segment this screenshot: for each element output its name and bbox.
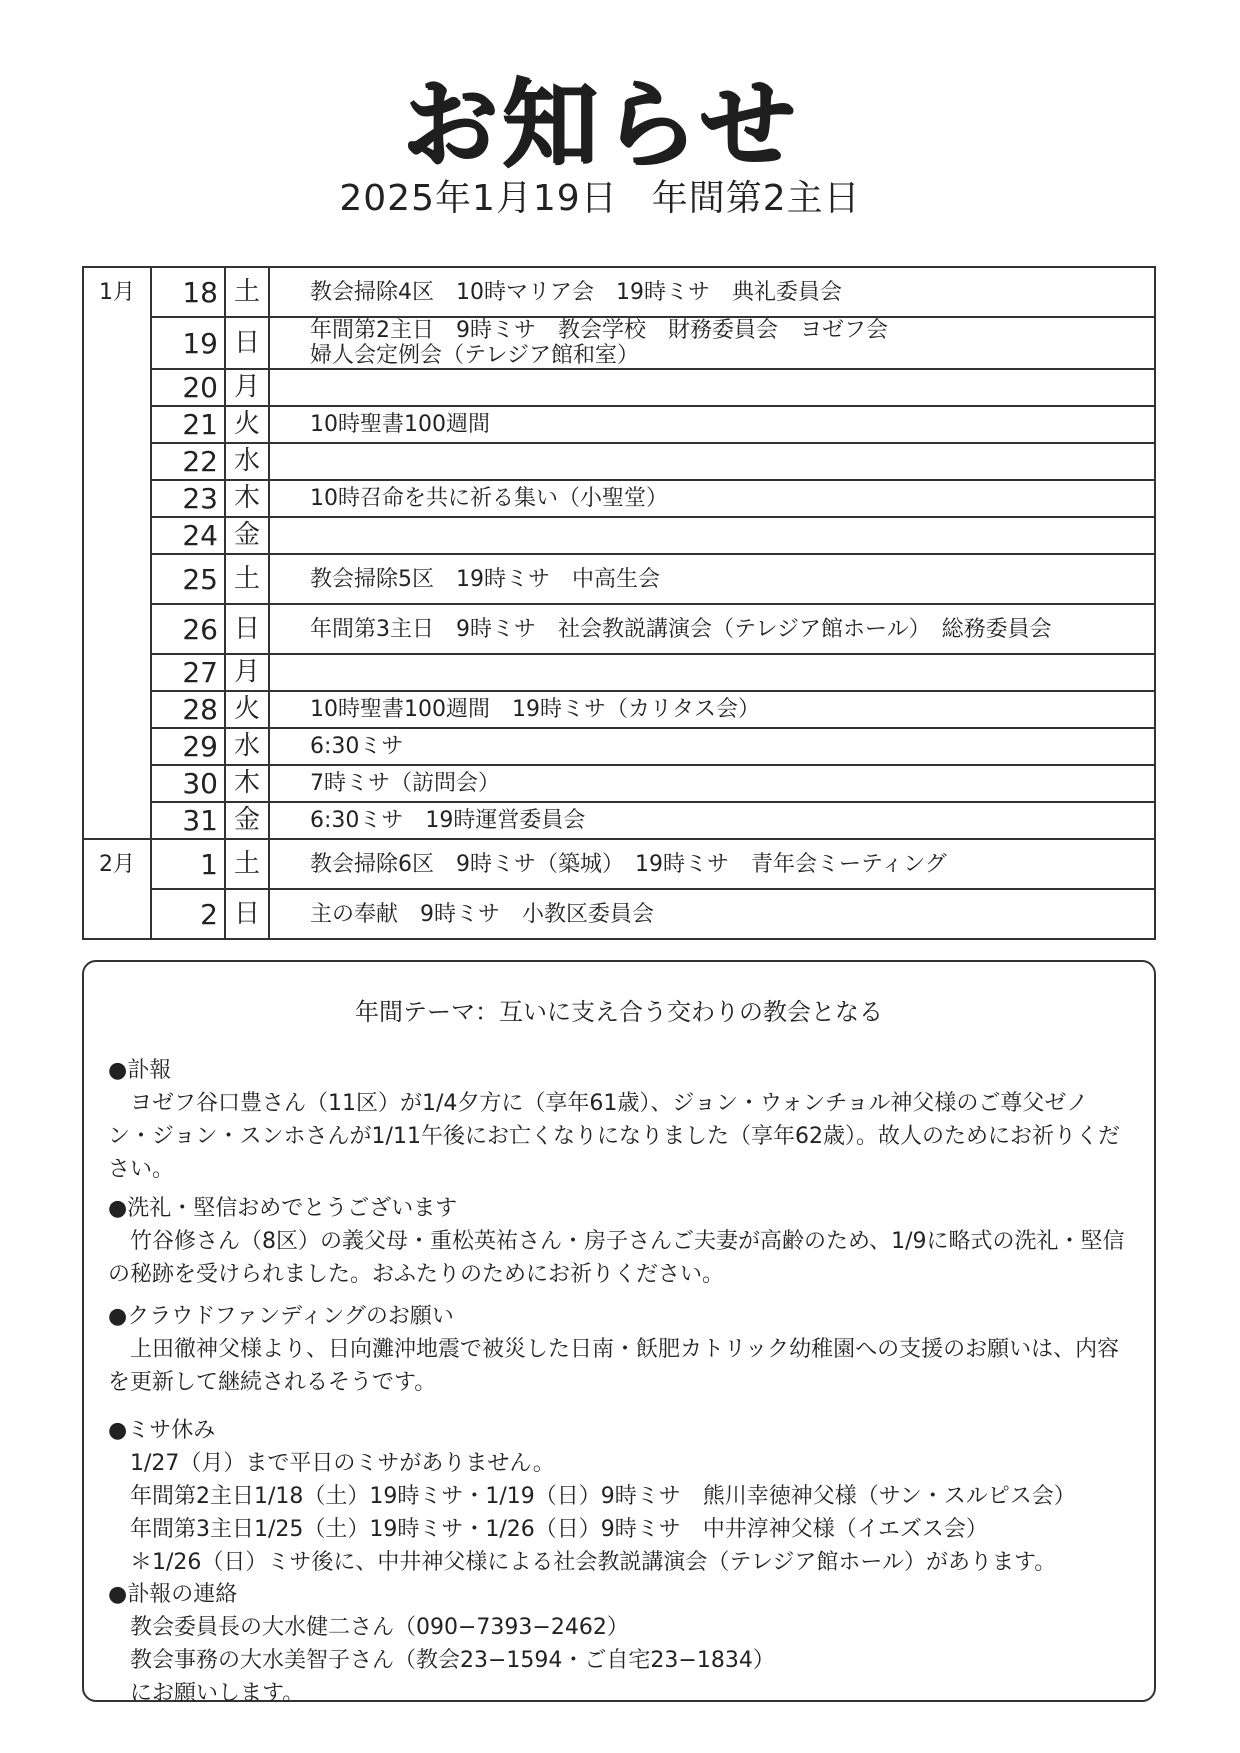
section-heading: ●クラウドファンディングのお願い <box>108 1304 454 1329</box>
month-cell <box>83 317 151 369</box>
day-number: 18 <box>151 267 225 317</box>
calendar-row <box>83 406 1155 443</box>
schedule-table <box>82 266 1156 940</box>
section-heading: ●ミサ休み <box>108 1418 216 1443</box>
events-cell <box>269 604 1155 654</box>
event-text: 10時聖書100週間 <box>310 412 490 437</box>
section-obituary <box>108 1054 1128 1186</box>
calendar-row <box>83 480 1155 517</box>
events-cell <box>269 802 1155 839</box>
calendar-row <box>83 443 1155 480</box>
page-title: お知らせ <box>401 68 799 180</box>
calendar-row <box>83 654 1155 691</box>
calendar-row <box>83 604 1155 654</box>
day-number: 29 <box>151 728 225 765</box>
events-cell <box>269 728 1155 765</box>
month-cell <box>83 691 151 728</box>
section-line: 年間第3主日1/25（土）19時ミサ・1/26（日）9時ミサ 中井淳神父様（イエズス会） <box>130 1517 988 1542</box>
section-heading: ●訃報 <box>108 1058 172 1083</box>
events-cell <box>269 480 1155 517</box>
section-line: 教会委員長の大水健二さん（090−7393−2462） <box>130 1615 629 1640</box>
annual-theme: 年間テーマ：互いに支え合う交わりの教会となる <box>355 998 883 1026</box>
notice-box <box>82 960 1156 1706</box>
weekday: 月 <box>225 369 269 406</box>
events-cell <box>269 654 1155 691</box>
day-number: 23 <box>151 480 225 517</box>
calendar-row <box>83 765 1155 802</box>
weekday: 水 <box>225 443 269 480</box>
events-cell <box>269 765 1155 802</box>
calendar-row <box>83 369 1155 406</box>
day-number: 26 <box>151 604 225 654</box>
day-number: 22 <box>151 443 225 480</box>
month-cell <box>83 604 151 654</box>
day-number: 27 <box>151 654 225 691</box>
weekday: 土 <box>225 839 269 889</box>
event-text: 教会掃除5区 19時ミサ 中高生会 <box>310 566 660 592</box>
day-number: 24 <box>151 517 225 554</box>
weekday: 金 <box>225 517 269 554</box>
section-line: 教会事務の大水美智子さん（教会23−1594・ご自宅23−1834） <box>130 1648 775 1673</box>
weekday: 日 <box>225 889 269 939</box>
weekday: 土 <box>225 554 269 604</box>
events-cell <box>269 554 1155 604</box>
events-cell <box>269 317 1155 369</box>
calendar-row <box>83 554 1155 604</box>
section-mass-break <box>108 1414 1128 1579</box>
weekday: 日 <box>225 317 269 369</box>
event-text: 教会掃除4区 10時マリア会 19時ミサ 典礼委員会 <box>310 279 842 305</box>
calendar-row <box>83 728 1155 765</box>
section-line: 1/27（月）まで平日のミサがありません。 <box>130 1451 555 1476</box>
date: 2025年1月19日 <box>339 178 618 219</box>
events-cell <box>269 443 1155 480</box>
weekday: 火 <box>225 691 269 728</box>
calendar-row <box>83 317 1155 369</box>
month-cell <box>83 480 151 517</box>
events-cell <box>269 517 1155 554</box>
events-cell <box>269 839 1155 889</box>
day-number: 28 <box>151 691 225 728</box>
weekday: 金 <box>225 802 269 839</box>
month-cell <box>83 802 151 839</box>
calendar-row <box>83 517 1155 554</box>
events-cell <box>269 369 1155 406</box>
calendar-row <box>83 802 1155 839</box>
event-text: 年間第2主日 9時ミサ 教会学校 財務委員会 ヨゼフ会 <box>310 318 888 343</box>
section-baptism <box>108 1192 1128 1291</box>
day-number: 2 <box>151 889 225 939</box>
day-number: 30 <box>151 765 225 802</box>
event-text: 6:30ミサ 19時運営委員会 <box>310 808 586 833</box>
day-number: 19 <box>151 317 225 369</box>
day-number: 1 <box>151 839 225 889</box>
month-cell <box>83 406 151 443</box>
month-cell <box>83 728 151 765</box>
event-text: 教会掃除6区 9時ミサ（築城） 19時ミサ 青年会ミーティング <box>310 851 947 877</box>
weekday: 水 <box>225 728 269 765</box>
month-cell <box>83 889 151 939</box>
month-cell <box>83 554 151 604</box>
event-text: 7時ミサ（訪問会） <box>310 771 500 796</box>
event-text: 婦人会定例会（テレジア館和室） <box>310 343 640 368</box>
events-cell <box>269 691 1155 728</box>
weekday: 木 <box>225 480 269 517</box>
events-cell <box>269 267 1155 317</box>
section-heading: ●洗礼・堅信おめでとうございます <box>108 1196 458 1221</box>
section-text: ヨゼフ谷口豊さん（11区）が1/4夕方に（享年61歳）、ジョン・ウォンチョル神父様のご尊父ゼノン・ジョン・スンホさんが1/11午後にお亡くなりになりました（享年62歳）。故人のためにお祈りください。 <box>108 1091 1120 1182</box>
month-cell <box>83 654 151 691</box>
event-text: 年間第3主日 9時ミサ 社会教説講演会（テレジア館ホール） 総務委員会 <box>310 616 1052 642</box>
month-cell: 1月 <box>83 267 151 317</box>
event-text: 主の奉献 9時ミサ 小教区委員会 <box>310 901 654 927</box>
calendar-row <box>83 889 1155 939</box>
weekday: 火 <box>225 406 269 443</box>
month-cell <box>83 369 151 406</box>
section-line: にお願いします。 <box>130 1681 305 1706</box>
weekday: 月 <box>225 654 269 691</box>
calendar-row <box>83 691 1155 728</box>
day-number: 21 <box>151 406 225 443</box>
event-text: 10時召命を共に祈る集い（小聖堂） <box>310 486 668 511</box>
calendar-row <box>83 267 1155 317</box>
weekday: 日 <box>225 604 269 654</box>
section-obituary-contact <box>108 1578 1128 1710</box>
event-text: 6:30ミサ <box>310 734 404 759</box>
month-cell <box>83 443 151 480</box>
month-cell: 2月 <box>83 839 151 889</box>
month-cell <box>83 517 151 554</box>
month-cell <box>83 765 151 802</box>
liturgical-day: 年間第2主日 <box>651 178 861 219</box>
section-text: 竹谷修さん（8区）の義父母・重松英祐さん・房子さんご夫妻が高齢のため、1/9に略式の洗礼・堅信の秘跡を受けられました。おふたりのためにお祈りください。 <box>108 1229 1125 1287</box>
section-crowdfunding <box>108 1300 1128 1399</box>
events-cell <box>269 889 1155 939</box>
day-number: 25 <box>151 554 225 604</box>
section-line: 年間第2主日1/18（土）19時ミサ・1/19（日）9時ミサ 熊川幸徳神父様（サン・スルピス会） <box>130 1484 1076 1509</box>
weekday: 木 <box>225 765 269 802</box>
date-line <box>0 170 1200 221</box>
section-line: ＊1/26（日）ミサ後に、中井神父様による社会教説講演会（テレジア館ホール）があります。 <box>130 1550 1057 1575</box>
weekday: 土 <box>225 267 269 317</box>
day-number: 20 <box>151 369 225 406</box>
calendar-row <box>83 839 1155 889</box>
section-heading: ●訃報の連絡 <box>108 1582 238 1607</box>
events-cell <box>269 406 1155 443</box>
section-text: 上田徹神父様より、日向灘沖地震で被災した日南・飫肥カトリック幼稚園への支援のお願いは、内容を更新して継続されるそうです。 <box>108 1337 1120 1395</box>
event-text: 10時聖書100週間 19時ミサ（カリタス会） <box>310 697 760 722</box>
day-number: 31 <box>151 802 225 839</box>
